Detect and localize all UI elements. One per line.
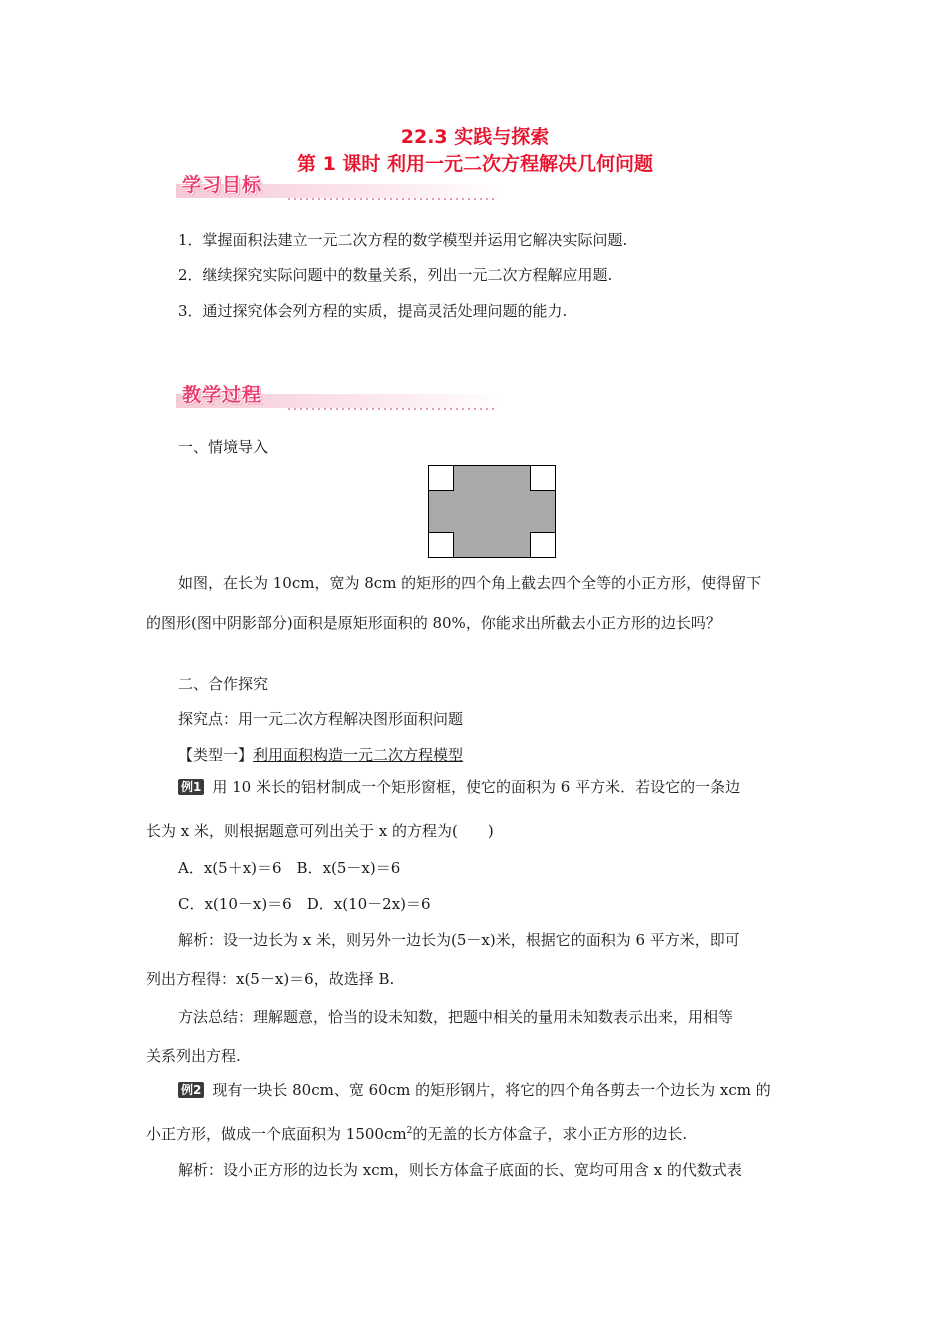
example-1-analysis-line2: 列出方程得：x(5－x)＝6，故选择 B. bbox=[146, 970, 395, 988]
example-1-badge: 例1 bbox=[178, 779, 204, 795]
heading-dots bbox=[286, 408, 496, 410]
example-2-text: 现有一块长 80cm、宽 60cm 的矩形钢片，将它的四个角各剪去一个边长为 xcm 的 bbox=[212, 1081, 771, 1099]
superscript: 2 bbox=[406, 1126, 413, 1136]
process-heading bbox=[176, 380, 516, 410]
type-bracket: 【类型一】 bbox=[178, 746, 254, 764]
objectives-heading-text: 学习目标 bbox=[182, 174, 263, 196]
example-2-line2 bbox=[146, 1123, 687, 1144]
options-line1: A．x(5＋x)＝6 B．x(5－x)＝6 bbox=[178, 859, 401, 877]
objectives-heading bbox=[176, 170, 516, 200]
example-2-badge: 例2 bbox=[178, 1082, 204, 1098]
example-1-line2: 长为 x 米，则根据题意可列出关于 x 的方程为( ) bbox=[146, 822, 494, 840]
type-title: 利用面积构造一元二次方程模型 bbox=[253, 746, 464, 764]
heading-dots bbox=[286, 198, 496, 200]
part1-text-line1: 如图，在长为 10cm，宽为 8cm 的矩形的四个角上截去四个全等的小正方形，使得留下 bbox=[178, 574, 762, 592]
rectangle-diagram bbox=[428, 465, 556, 558]
objective-3: 3．通过探究体会列方程的实质，提高灵活处理问题的能力. bbox=[178, 302, 568, 320]
explore-point: 探究点：用一元二次方程解决图形面积问题 bbox=[178, 710, 464, 728]
part1-text-line2: 的图形(图中阴影部分)面积是原矩形面积的 80%，你能求出所截去小正方形的边长吗？ bbox=[146, 614, 721, 632]
example-2-text-b: 的无盖的长方体盒子，求小正方形的边长. bbox=[412, 1125, 688, 1143]
lesson-subtitle: 第 1 课时 利用一元二次方程解决几何问题 bbox=[296, 153, 654, 175]
corner-square-top-left bbox=[429, 466, 454, 491]
method-summary-line1: 方法总结：理解题意，恰当的设未知数，把题中相关的量用未知数表示出来，用相等 bbox=[178, 1008, 734, 1026]
corner-square-bottom-left bbox=[429, 533, 454, 558]
objective-2: 2．继续探究实际问题中的数量关系，列出一元二次方程解应用题. bbox=[178, 266, 613, 284]
part2-heading: 二、合作探究 bbox=[178, 675, 269, 693]
example-2-line1 bbox=[178, 1079, 771, 1100]
options-line2: C．x(10－x)＝6 D．x(10－2x)＝6 bbox=[178, 895, 431, 913]
corner-square-bottom-right bbox=[531, 533, 556, 558]
corner-square-top-right bbox=[531, 466, 556, 491]
method-summary-line2: 关系列出方程. bbox=[146, 1047, 241, 1065]
lesson-title: 22.3 实践与探索 bbox=[400, 126, 550, 148]
type-one-heading bbox=[178, 744, 463, 765]
objective-1: 1．掌握面积法建立一元二次方程的数学模型并运用它解决实际问题. bbox=[178, 231, 628, 249]
example-2-analysis-line1: 解析：设小正方形的边长为 xcm，则长方体盒子底面的长、宽均可用含 x 的代数式表 bbox=[178, 1161, 742, 1179]
example-1-text: 用 10 米长的铝材制成一个矩形窗框，使它的面积为 6 平方米．若设它的一条边 bbox=[212, 778, 741, 796]
part1-heading: 一、情境导入 bbox=[178, 438, 269, 456]
example-1-analysis-line1: 解析：设一边长为 x 米，则另外一边长为(5－x)米，根据它的面积为 6 平方米，即可 bbox=[178, 931, 740, 949]
example-1-line1 bbox=[178, 776, 740, 797]
process-heading-text: 教学过程 bbox=[182, 384, 263, 406]
example-2-text-a: 小正方形，做成一个底面积为 1500cm bbox=[146, 1125, 407, 1143]
